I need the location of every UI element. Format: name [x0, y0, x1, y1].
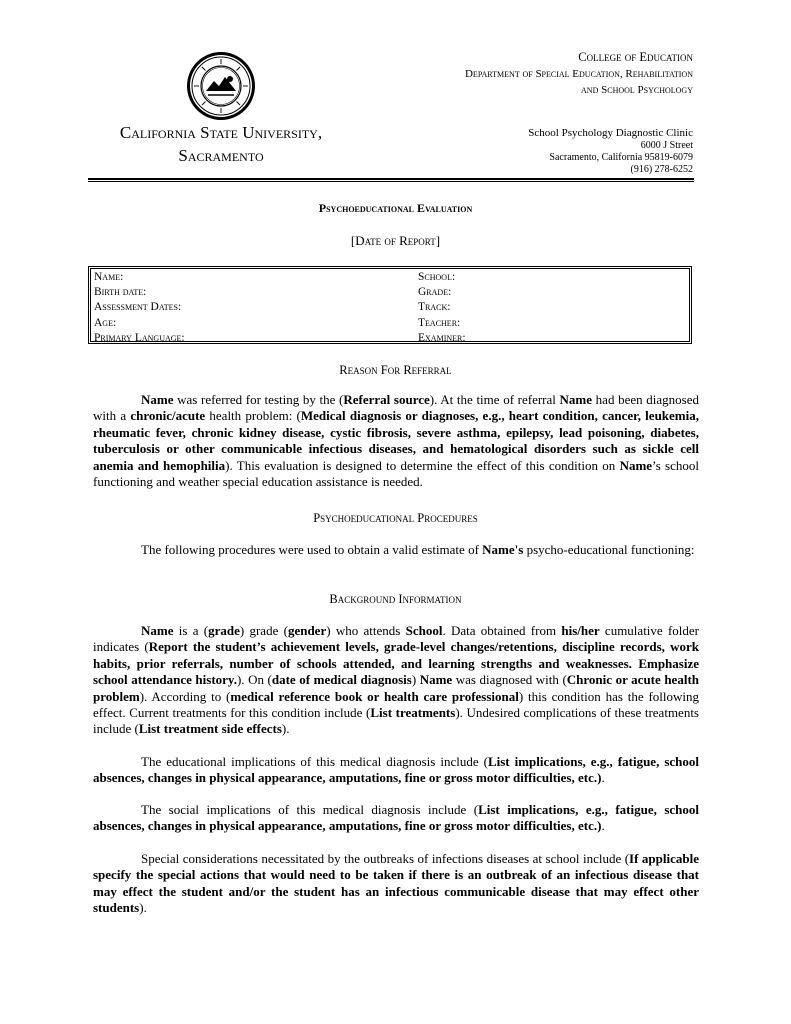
paragraph-educational-implications — [93, 754, 699, 787]
body-text: ). According to ( — [139, 688, 231, 704]
body-text: ) who attends — [326, 623, 406, 638]
header-divider — [88, 178, 694, 182]
body-text: ’s school functioning and weather special education assistance is needed. — [93, 457, 699, 490]
body-text: was diagnosed with ( — [452, 672, 567, 688]
department-line2: and School Psychology — [581, 84, 693, 96]
body-text: The following procedures were used to obtain a valid estimate of — [141, 542, 483, 557]
placeholder-text: Chronic or acute health problem — [93, 672, 699, 704]
paragraph-background-1 — [93, 623, 699, 738]
department-line1: Department of Special Education, Rehabilitation — [464, 68, 693, 80]
heading-reason-for-referral: Reason For Referral — [339, 363, 452, 377]
placeholder-text: Name — [559, 392, 593, 407]
date-of-report: [Date of Report] — [350, 233, 441, 248]
body-text: psycho-educational functioning: — [523, 542, 695, 557]
placeholder-text: Report the student’s achievement levels, grade-level changes/retentions, discipline records, work habits, prior referrals, number of schools attended, and learning strengths and weaknesses. Emphasize school attendance history. — [93, 639, 699, 688]
body-text: . — [601, 770, 605, 786]
body-text: ) grade ( — [239, 623, 288, 638]
placeholder-text: If applicable specify the special actions that would need to be taken if there is an outbreak of an infectious disease that may effect the student and/or the student has an infectious communicable disease that may effect other students — [93, 851, 699, 916]
body-text: ). Undesired complications of these treatments include ( — [93, 705, 699, 737]
info-field-examiner: Examiner: — [418, 331, 466, 344]
placeholder-text: Medical diagnosis or diagnoses, e.g., heart condition, cancer, leukemia, rheumatic fever, chronic kidney disease, cystic fibrosis, severe asthma, epilepsy, lead poisoning, diabetes, tuberculosis or other communicable infectious diseases, and hematological disorders such as sickle cell anemia and hemophilia — [93, 408, 699, 473]
body-text: ) this condition has the following effect. Current treatments for this condition include ( — [93, 688, 699, 721]
body-text: . — [601, 818, 605, 834]
placeholder-text: gender — [287, 623, 327, 638]
paragraph-social-implications — [93, 802, 699, 835]
paragraph-referral — [93, 392, 699, 490]
placeholder-text: grade — [208, 623, 240, 638]
body-text: ) — [411, 672, 420, 688]
paragraph-procedures — [93, 542, 699, 558]
university-line1: California State University, — [119, 123, 323, 142]
placeholder-text: Name — [619, 457, 653, 473]
body-text: ). This evaluation is designed to determine the effect of this condition on — [225, 457, 620, 473]
body-text: is a ( — [173, 623, 209, 638]
clinic-street: 6000 J Street — [640, 140, 693, 151]
body-text: The educational implications of this medical diagnosis include ( — [141, 754, 488, 769]
info-field-primary-language: Primary Language: — [94, 331, 185, 344]
body-text: ). On ( — [236, 672, 272, 688]
body-text: The social implications of this medical diagnosis include ( — [141, 802, 479, 817]
placeholder-text: Name's — [482, 542, 524, 557]
heading-background: Background Information — [329, 592, 462, 606]
info-left-column — [91, 269, 418, 344]
university-name — [86, 121, 356, 167]
university-line2: Sacramento — [178, 146, 264, 165]
body-text: cumulative folder indicates ( — [93, 623, 699, 655]
clinic-address-block — [393, 126, 693, 176]
body-text: ). — [139, 900, 147, 916]
body-text: ). At the time of referral — [429, 392, 560, 407]
placeholder-text: medical reference book or health care professional — [230, 688, 519, 704]
document-title: Psychoeducational Evaluation — [318, 201, 473, 215]
info-field-grade: Grade: — [418, 286, 452, 299]
placeholder-text: Name — [141, 623, 174, 638]
student-info-box — [88, 266, 692, 344]
placeholder-text: his/her — [561, 623, 600, 638]
placeholder-text: List treatments — [370, 705, 456, 721]
body-text: ). — [281, 721, 290, 737]
heading-procedures: Psychoeducational Procedures — [313, 511, 478, 525]
body-text: was referred for testing by the ( — [173, 392, 344, 407]
info-field-assessment-dates: Assessment Dates: — [94, 301, 182, 314]
info-field-teacher: Teacher: — [418, 316, 461, 329]
info-field-school: School: — [418, 271, 456, 283]
info-field-track: Track: — [418, 301, 451, 314]
info-right-column — [418, 269, 689, 344]
placeholder-text: List treatment side effects — [138, 721, 282, 737]
placeholder-text: Name — [141, 392, 174, 407]
placeholder-text: School — [405, 623, 443, 638]
college-name: College of Education — [578, 50, 693, 64]
info-field-name: Name: — [94, 271, 124, 283]
placeholder-text: date of medical diagnosis — [271, 672, 412, 688]
placeholder-text: List implications, e.g., fatigue, school absences, changes in physical appearance, amputations, fine or gross motor difficulties, etc.) — [93, 802, 700, 834]
body-text: . Data obtained from — [442, 623, 562, 638]
body-text: had been diagnosed with a — [93, 392, 699, 424]
university-seal-logo — [186, 51, 256, 121]
clinic-city: Sacramento, California 95819-6079 — [549, 152, 693, 163]
body-text: Special considerations necessitated by the outbreaks of infections diseases at school include ( — [141, 851, 630, 866]
college-block — [333, 48, 693, 98]
placeholder-text: Name — [419, 672, 453, 688]
clinic-name: School Psychology Diagnostic Clinic — [528, 127, 693, 139]
placeholder-text: chronic/acute — [130, 408, 206, 424]
info-field-birth-date: Birth date: — [94, 286, 147, 299]
body-text: health problem: ( — [205, 408, 301, 424]
info-field-age: Age: — [94, 316, 117, 329]
clinic-phone: (916) 278-6252 — [630, 164, 693, 175]
placeholder-text: Referral source — [343, 392, 430, 407]
paragraph-special-considerations — [93, 851, 699, 917]
placeholder-text: List implications, e.g., fatigue, school absences, changes in physical appearance, amputations, fine or gross motor difficulties, etc.) — [93, 754, 700, 786]
